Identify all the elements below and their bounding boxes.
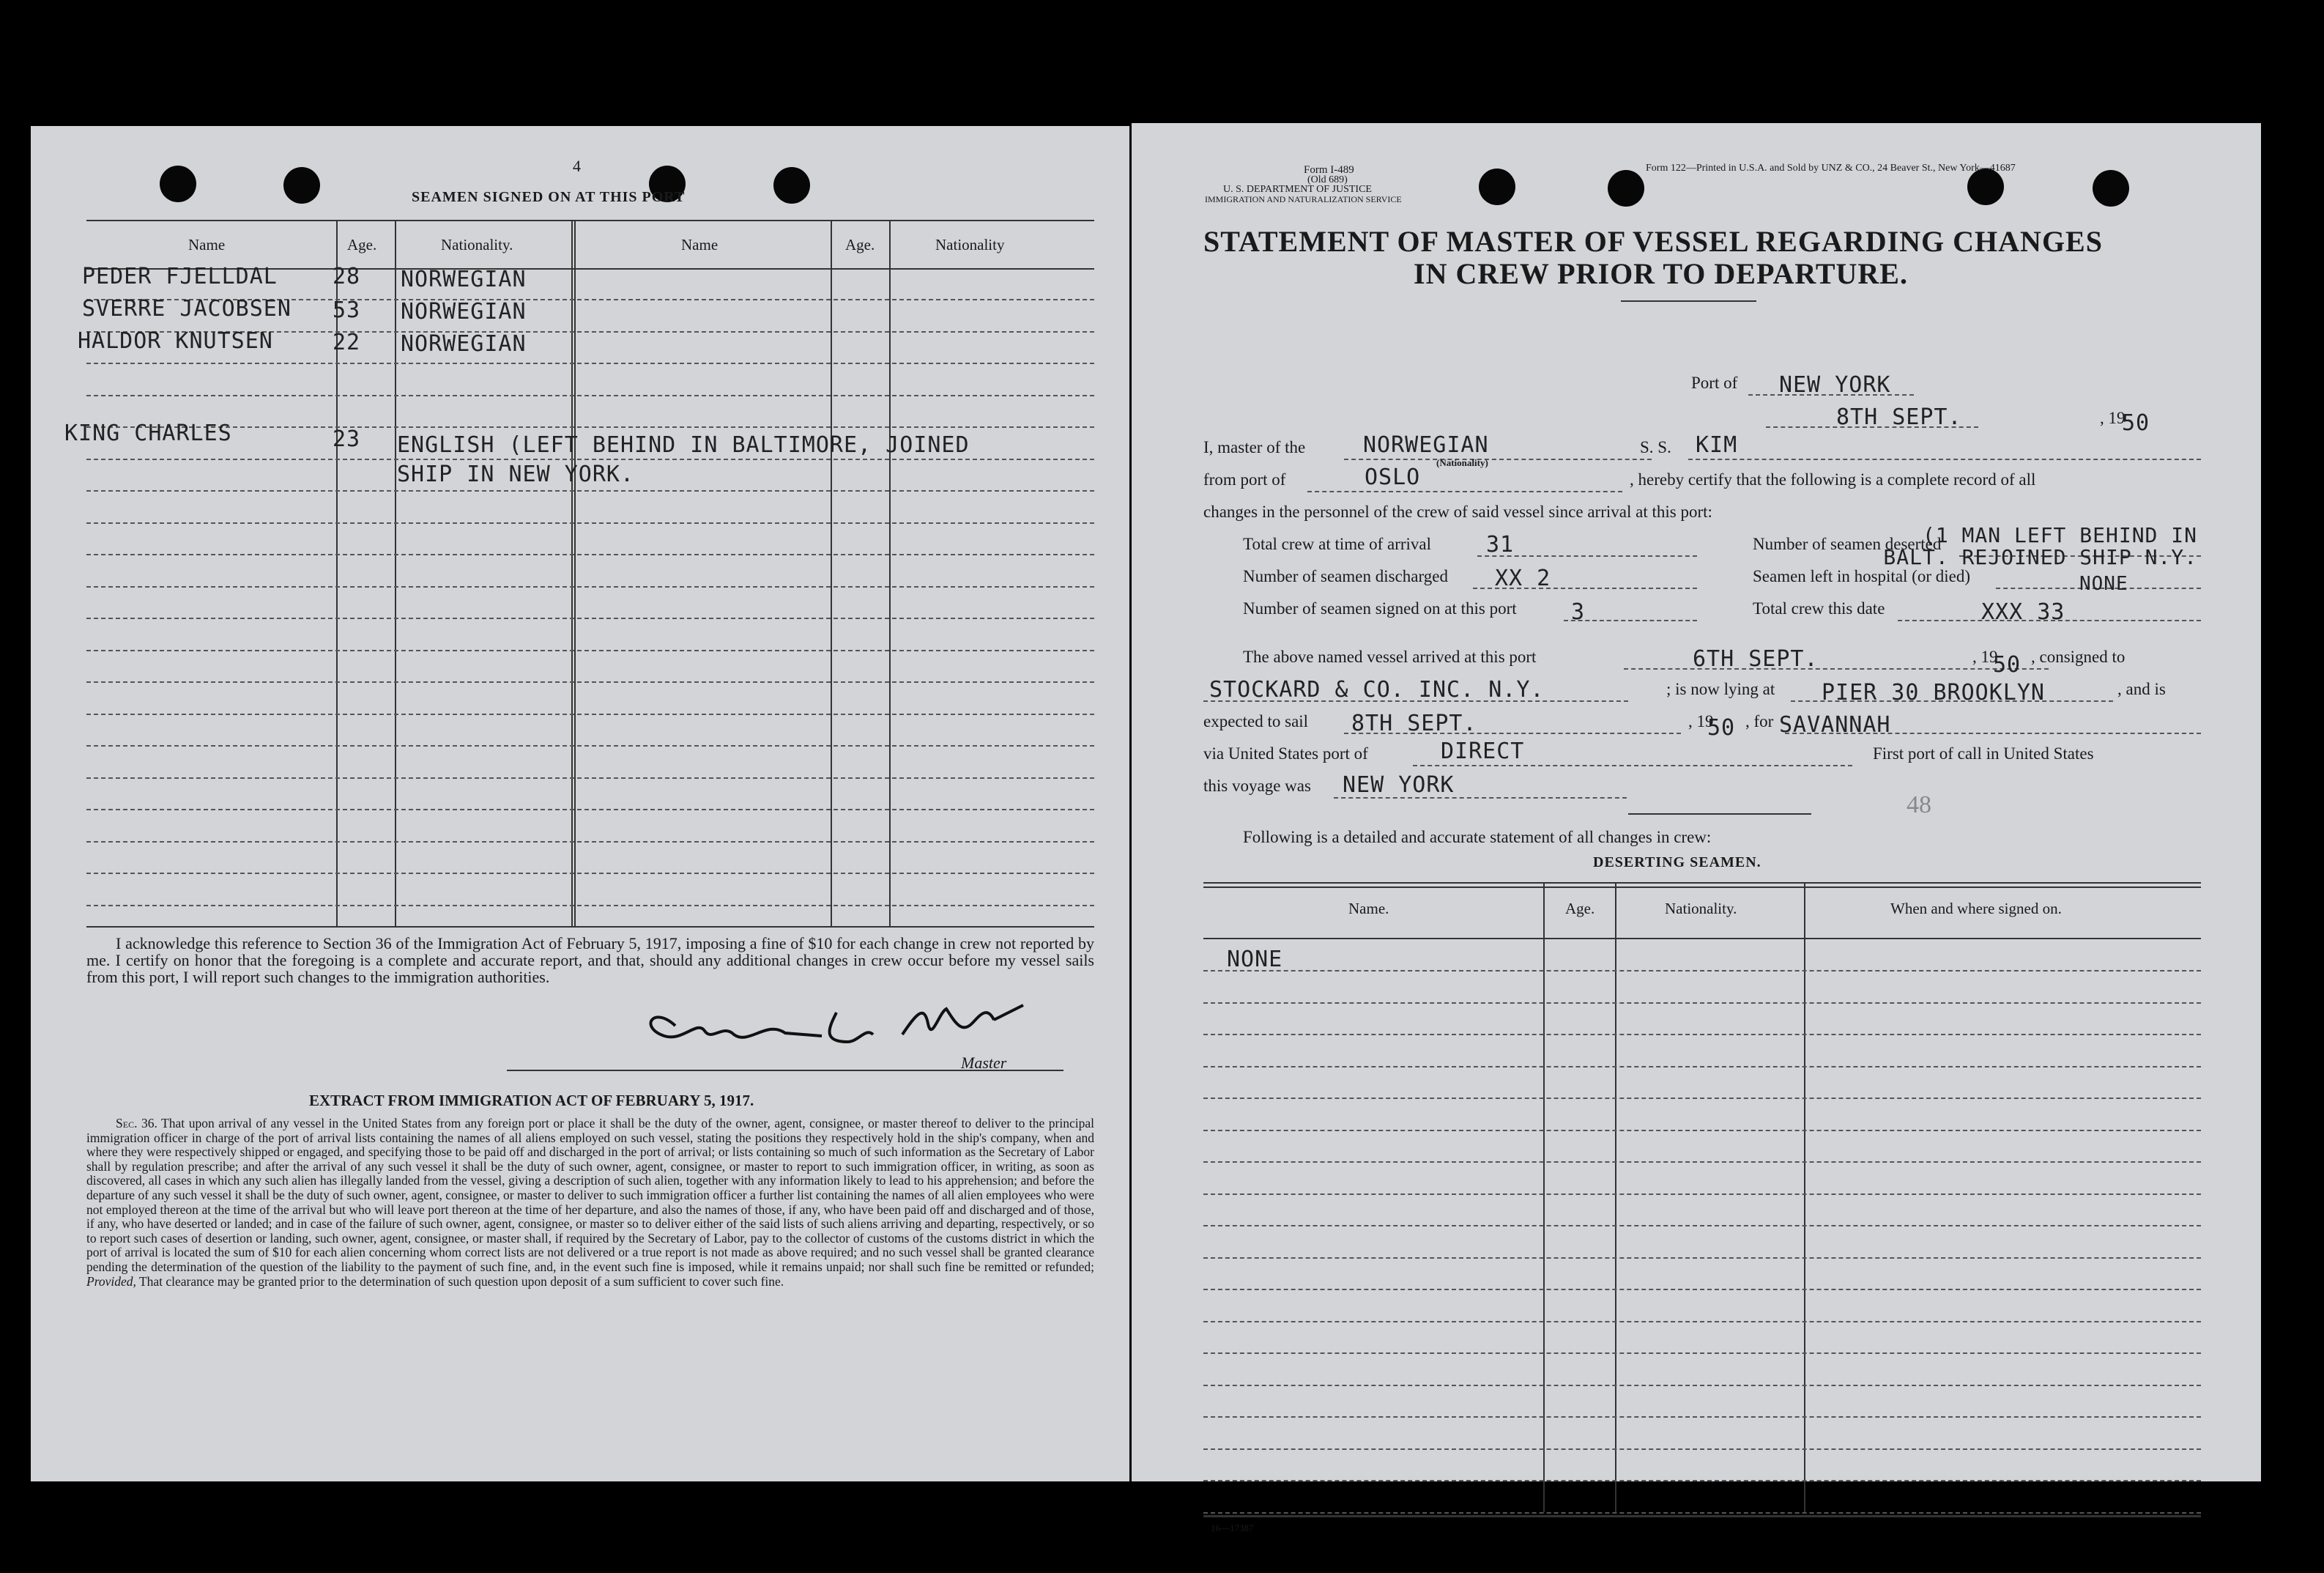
field-line <box>1413 765 1852 766</box>
column-divider <box>395 220 396 926</box>
row-rule <box>86 490 1094 492</box>
signed-on-label: Number of seamen signed on at this port <box>1243 599 1517 618</box>
page-number: 4 <box>573 157 581 175</box>
arrived-year-prefix: , 19 <box>1972 648 1998 666</box>
row-rule <box>1203 1352 2201 1354</box>
consignee-value: STOCKARD & CO. INC. N.Y. <box>1209 677 1545 703</box>
seamen-signed-header: SEAMEN SIGNED ON AT THIS PORT <box>412 189 686 205</box>
row-rule <box>1203 1257 2201 1259</box>
center-divider <box>571 220 576 926</box>
row-rule <box>1203 1448 2201 1450</box>
row-rule <box>1203 1416 2201 1418</box>
certify-text: , hereby certify that the following is a complete record of all <box>1630 470 2036 489</box>
col-signed-on: When and where signed on. <box>1890 900 2062 917</box>
table-row-age: 22 <box>333 330 361 355</box>
row-rule <box>86 873 1094 874</box>
right-page <box>1132 123 2261 1533</box>
table-row-age: 23 <box>333 426 361 452</box>
expected-year-prefix: , 19 <box>1688 712 1714 730</box>
row-rule <box>1203 1193 2201 1195</box>
table-row-nationality-cont: SHIP IN NEW YORK. <box>397 462 635 487</box>
punch-hole <box>160 166 196 202</box>
destination-value: SAVANNAH <box>1779 712 1891 738</box>
table-row-name: PEDER FJELLDAL <box>82 264 278 289</box>
field-line <box>1307 491 1622 492</box>
extract-provided: Provided, <box>86 1273 136 1289</box>
hospital-value: NONE <box>2079 573 2128 595</box>
row-rule <box>1203 1321 2201 1322</box>
changes-text: changes in the personnel of the crew of said vessel since arrival at this port: <box>1203 503 1712 521</box>
extract-body: That upon arrival of any vessel in the United States from any foreign port or place it shall be the duty of the owner, agent, consignee, or master thereof to deliver to the principal immigration officer in charge of the port of arrival lists containing the names of all aliens employed on such vessel, stating the positions they respectively hold in the ship's company, when and where they were respectively shipped or engaged, and specifying those to be paid off and discharged in the port of arrival; or lists containing so much of such information as the Secretary of Labor shall by regulation prescribe; and after the arrival of any such vessel it shall be the duty of such owner, agent, consignee, or master to report to such immigration officer, in writing, as soon as discovered, all cases in which any such alien has illegally landed from the vessel, giving a description of such alien, together with any information likely to lead to his apprehension; and before the departure of any such vessel it shall be the duty of such owner, agent, consignee, or master to deliver to such immigration officer a further list containing the names of all alien employees who were not employed thereon at the time of the arrival but who will leave port thereon at the time of her departure, and also the names of those, if any, who have been paid off and discharged and of those, if any, who have deserted or landed; and in case of the failure of such owner, agent, consignee, or master so to deliver either of the said lists of such aliens arriving and departing, respectively, or so to report such cases of desertion or landing, such owner, agent, consignee, or master shall, if required by the Secretary of Labor, pay to the collector of customs of the customs district in which the port of arrival is located the sum of $10 for each alien concerning whom correct lists are not delivered or a true report is not made as above required; and no such vessel shall be granted clearance pending the determination of the question of the liability to the payment of such fine, and, in the event such fine is imposed, while it remains unpaid; nor shall such fine be remitted or refunded; <box>86 1116 1094 1274</box>
year-prefix: , 19 <box>2100 409 2126 427</box>
voyage-label: this voyage was <box>1203 777 1311 795</box>
extract-prefix: Sec. 36. <box>116 1116 157 1130</box>
master-of-label: I, master of the <box>1203 438 1306 456</box>
punch-hole <box>1479 169 1515 205</box>
expected-date: 8TH SEPT. <box>1351 711 1477 736</box>
table-bottom-rule <box>86 926 1094 928</box>
form-old: (Old 689) <box>1307 174 1348 185</box>
port-of-label: Port of <box>1691 374 1738 392</box>
printer-note: Form 122—Printed in U.S.A. and Sold by UNZ & CO., 24 Beaver St., New York—41687 <box>1646 163 2016 174</box>
for-label: , for <box>1745 712 1774 730</box>
form-title-line2: IN CREW PRIOR TO DEPARTURE. <box>1414 257 1908 290</box>
row-rule <box>86 650 1094 651</box>
total-crew-arrival-label: Total crew at time of arrival <box>1243 535 1432 553</box>
short-rule <box>1628 813 1811 815</box>
row-rule <box>1203 1480 2201 1481</box>
year-value: 50 <box>2122 410 2150 436</box>
field-line <box>1624 668 2049 670</box>
via-label: via United States port of <box>1203 744 1368 763</box>
port-of-value: NEW YORK <box>1779 372 1891 398</box>
column-divider <box>831 220 832 926</box>
row-rule <box>86 395 1094 396</box>
from-port-label: from port of <box>1203 470 1286 489</box>
table-row-name: KING CHARLES <box>64 421 232 446</box>
row-rule <box>1203 1034 2201 1035</box>
nationality-value: NORWEGIAN <box>1363 432 1489 458</box>
table-row-nationality: NORWEGIAN <box>401 299 527 325</box>
column-divider <box>1543 882 1545 1512</box>
col-nationality: Nationality. <box>1665 900 1737 917</box>
punch-hole <box>283 167 320 204</box>
acknowledgement-text: I acknowledge this reference to Section 36 of the Immigration Act of February 5, 1917, imposing a fine of $10 for each change in crew not reported by me. I certify on honor that the foregoing is a complete and accurate report, and that, should any additional changes in crew occur before my vessel sails from this port, I will report such changes to the immigration authorities. <box>86 934 1094 986</box>
stamp-number: 48 <box>1907 791 1931 818</box>
field-line <box>1688 459 2201 460</box>
table-row-name: HALDOR KNUTSEN <box>78 328 273 354</box>
lying-label: ; is now lying at <box>1666 680 1775 698</box>
row-rule <box>1203 1130 2201 1131</box>
table-top-rule <box>86 220 1094 221</box>
arrived-date: 6TH SEPT. <box>1693 646 1819 672</box>
row-rule <box>1203 1289 2201 1290</box>
department: U. S. DEPARTMENT OF JUSTICE <box>1223 184 1372 195</box>
deserted-label: Number of seamen deserted <box>1753 535 1942 553</box>
col-name: Name <box>188 236 226 253</box>
form-number: Form I-489 <box>1304 164 1354 176</box>
row-rule <box>86 905 1094 906</box>
deserting-header: DESERTING SEAMEN. <box>1593 854 1761 870</box>
row-rule <box>1203 970 2201 971</box>
expected-year: 50 <box>1707 715 1736 741</box>
table-row-name: NONE <box>1227 947 1283 972</box>
form-title-line1: STATEMENT OF MASTER OF VESSEL REGARDING CHANGES <box>1203 225 2103 258</box>
master-label: Master <box>961 1054 1007 1072</box>
row-rule <box>86 809 1094 810</box>
left-page <box>31 126 1129 1481</box>
deserting-table-header-rule <box>1203 938 2201 939</box>
row-rule <box>86 586 1094 588</box>
column-divider <box>336 220 338 926</box>
row-rule <box>1203 1385 2201 1386</box>
col-age: Age. <box>347 236 377 253</box>
consigned-label: , consigned to <box>2031 648 2126 666</box>
deserted-value: (1 MAN LEFT BEHIND IN BALT. REJOINED SHIP N.Y. <box>1883 523 2197 569</box>
row-rule <box>1203 1098 2201 1099</box>
field-line <box>1344 459 1652 460</box>
row-rule <box>1203 1066 2201 1067</box>
row-rule <box>1203 1225 2201 1226</box>
total-crew-date-value: XXX 33 <box>1981 599 2065 625</box>
signed-on-value: 3 <box>1571 599 1586 625</box>
ship-name: KIM <box>1696 432 1738 458</box>
row-rule <box>86 618 1094 619</box>
row-rule <box>86 522 1094 524</box>
row-rule <box>86 841 1094 843</box>
extract-end: That clearance may be granted prior to the determination of such question upon deposit of a sum sufficient to cover such fine. <box>138 1273 784 1289</box>
deserting-table-top <box>1203 882 2201 884</box>
col-name-2: Name <box>681 236 719 253</box>
table-row-nationality: NORWEGIAN <box>401 267 527 292</box>
total-crew-arrival-value: 31 <box>1486 532 1515 558</box>
column-divider <box>1804 882 1805 1512</box>
nationality-caption: (Nationality) <box>1436 457 1488 468</box>
first-port-value: NEW YORK <box>1343 772 1455 798</box>
total-crew-date-label: Total crew this date <box>1753 599 1885 618</box>
row-rule <box>86 714 1094 715</box>
following-text: Following is a detailed and accurate statement of all changes in crew: <box>1243 828 1712 846</box>
extract-text <box>86 1117 1094 1289</box>
first-port-label: First port of call in United States <box>1873 744 2094 763</box>
table-row-nationality: ENGLISH (LEFT BEHIND IN BALTIMORE, JOINED <box>397 432 970 458</box>
row-rule <box>86 459 1094 460</box>
discharged-value: XX 2 <box>1495 566 1551 591</box>
column-divider <box>889 220 891 926</box>
column-divider <box>1615 882 1616 1512</box>
date-value: 8TH SEPT. <box>1836 404 1962 430</box>
arrived-year: 50 <box>1993 652 2022 678</box>
extract-title: EXTRACT FROM IMMIGRATION ACT OF FEBRUARY 5, 1917. <box>309 1092 754 1109</box>
col-age-2: Age. <box>845 236 875 253</box>
col-nationality-2: Nationality <box>935 236 1005 253</box>
row-rule <box>86 426 1094 428</box>
ss-label: S. S. <box>1640 438 1671 456</box>
col-age: Age. <box>1565 900 1595 917</box>
table-row-nationality: NORWEGIAN <box>401 331 527 357</box>
service: IMMIGRATION AND NATURALIZATION SERVICE <box>1205 194 1402 204</box>
expected-label: expected to sail <box>1203 712 1309 730</box>
row-rule <box>86 554 1094 555</box>
table-row-name: SVERRE JACOBSEN <box>82 296 292 322</box>
row-rule <box>86 777 1094 779</box>
row-rule <box>86 745 1094 747</box>
deserting-table-bottom <box>1203 1515 2201 1517</box>
title-rule <box>1621 300 1756 302</box>
and-is-label: , and is <box>2117 680 2166 698</box>
lying-at-value: PIER 30 BROOKLYN <box>1822 680 2045 706</box>
table-row-age: 53 <box>333 297 361 323</box>
from-port-value: OSLO <box>1365 465 1421 490</box>
punch-hole <box>2093 170 2129 207</box>
row-rule <box>1203 1002 2201 1004</box>
hospital-label: Seamen left in hospital (or died) <box>1753 567 1971 585</box>
row-rule <box>1203 1161 2201 1163</box>
arrived-label: The above named vessel arrived at this port <box>1243 648 1537 666</box>
row-rule <box>86 363 1094 364</box>
punch-hole <box>1608 170 1644 207</box>
punch-hole <box>773 167 810 204</box>
row-rule <box>86 681 1094 683</box>
col-name: Name. <box>1348 900 1389 917</box>
footer-code: 16—17387 <box>1211 1522 1254 1533</box>
via-port-value: DIRECT <box>1441 739 1525 764</box>
deserting-table-top-2 <box>1203 887 2201 888</box>
discharged-label: Number of seamen discharged <box>1243 567 1448 585</box>
col-nationality: Nationality. <box>441 236 513 253</box>
table-row-age: 28 <box>333 264 361 289</box>
row-rule <box>1203 1512 2201 1514</box>
